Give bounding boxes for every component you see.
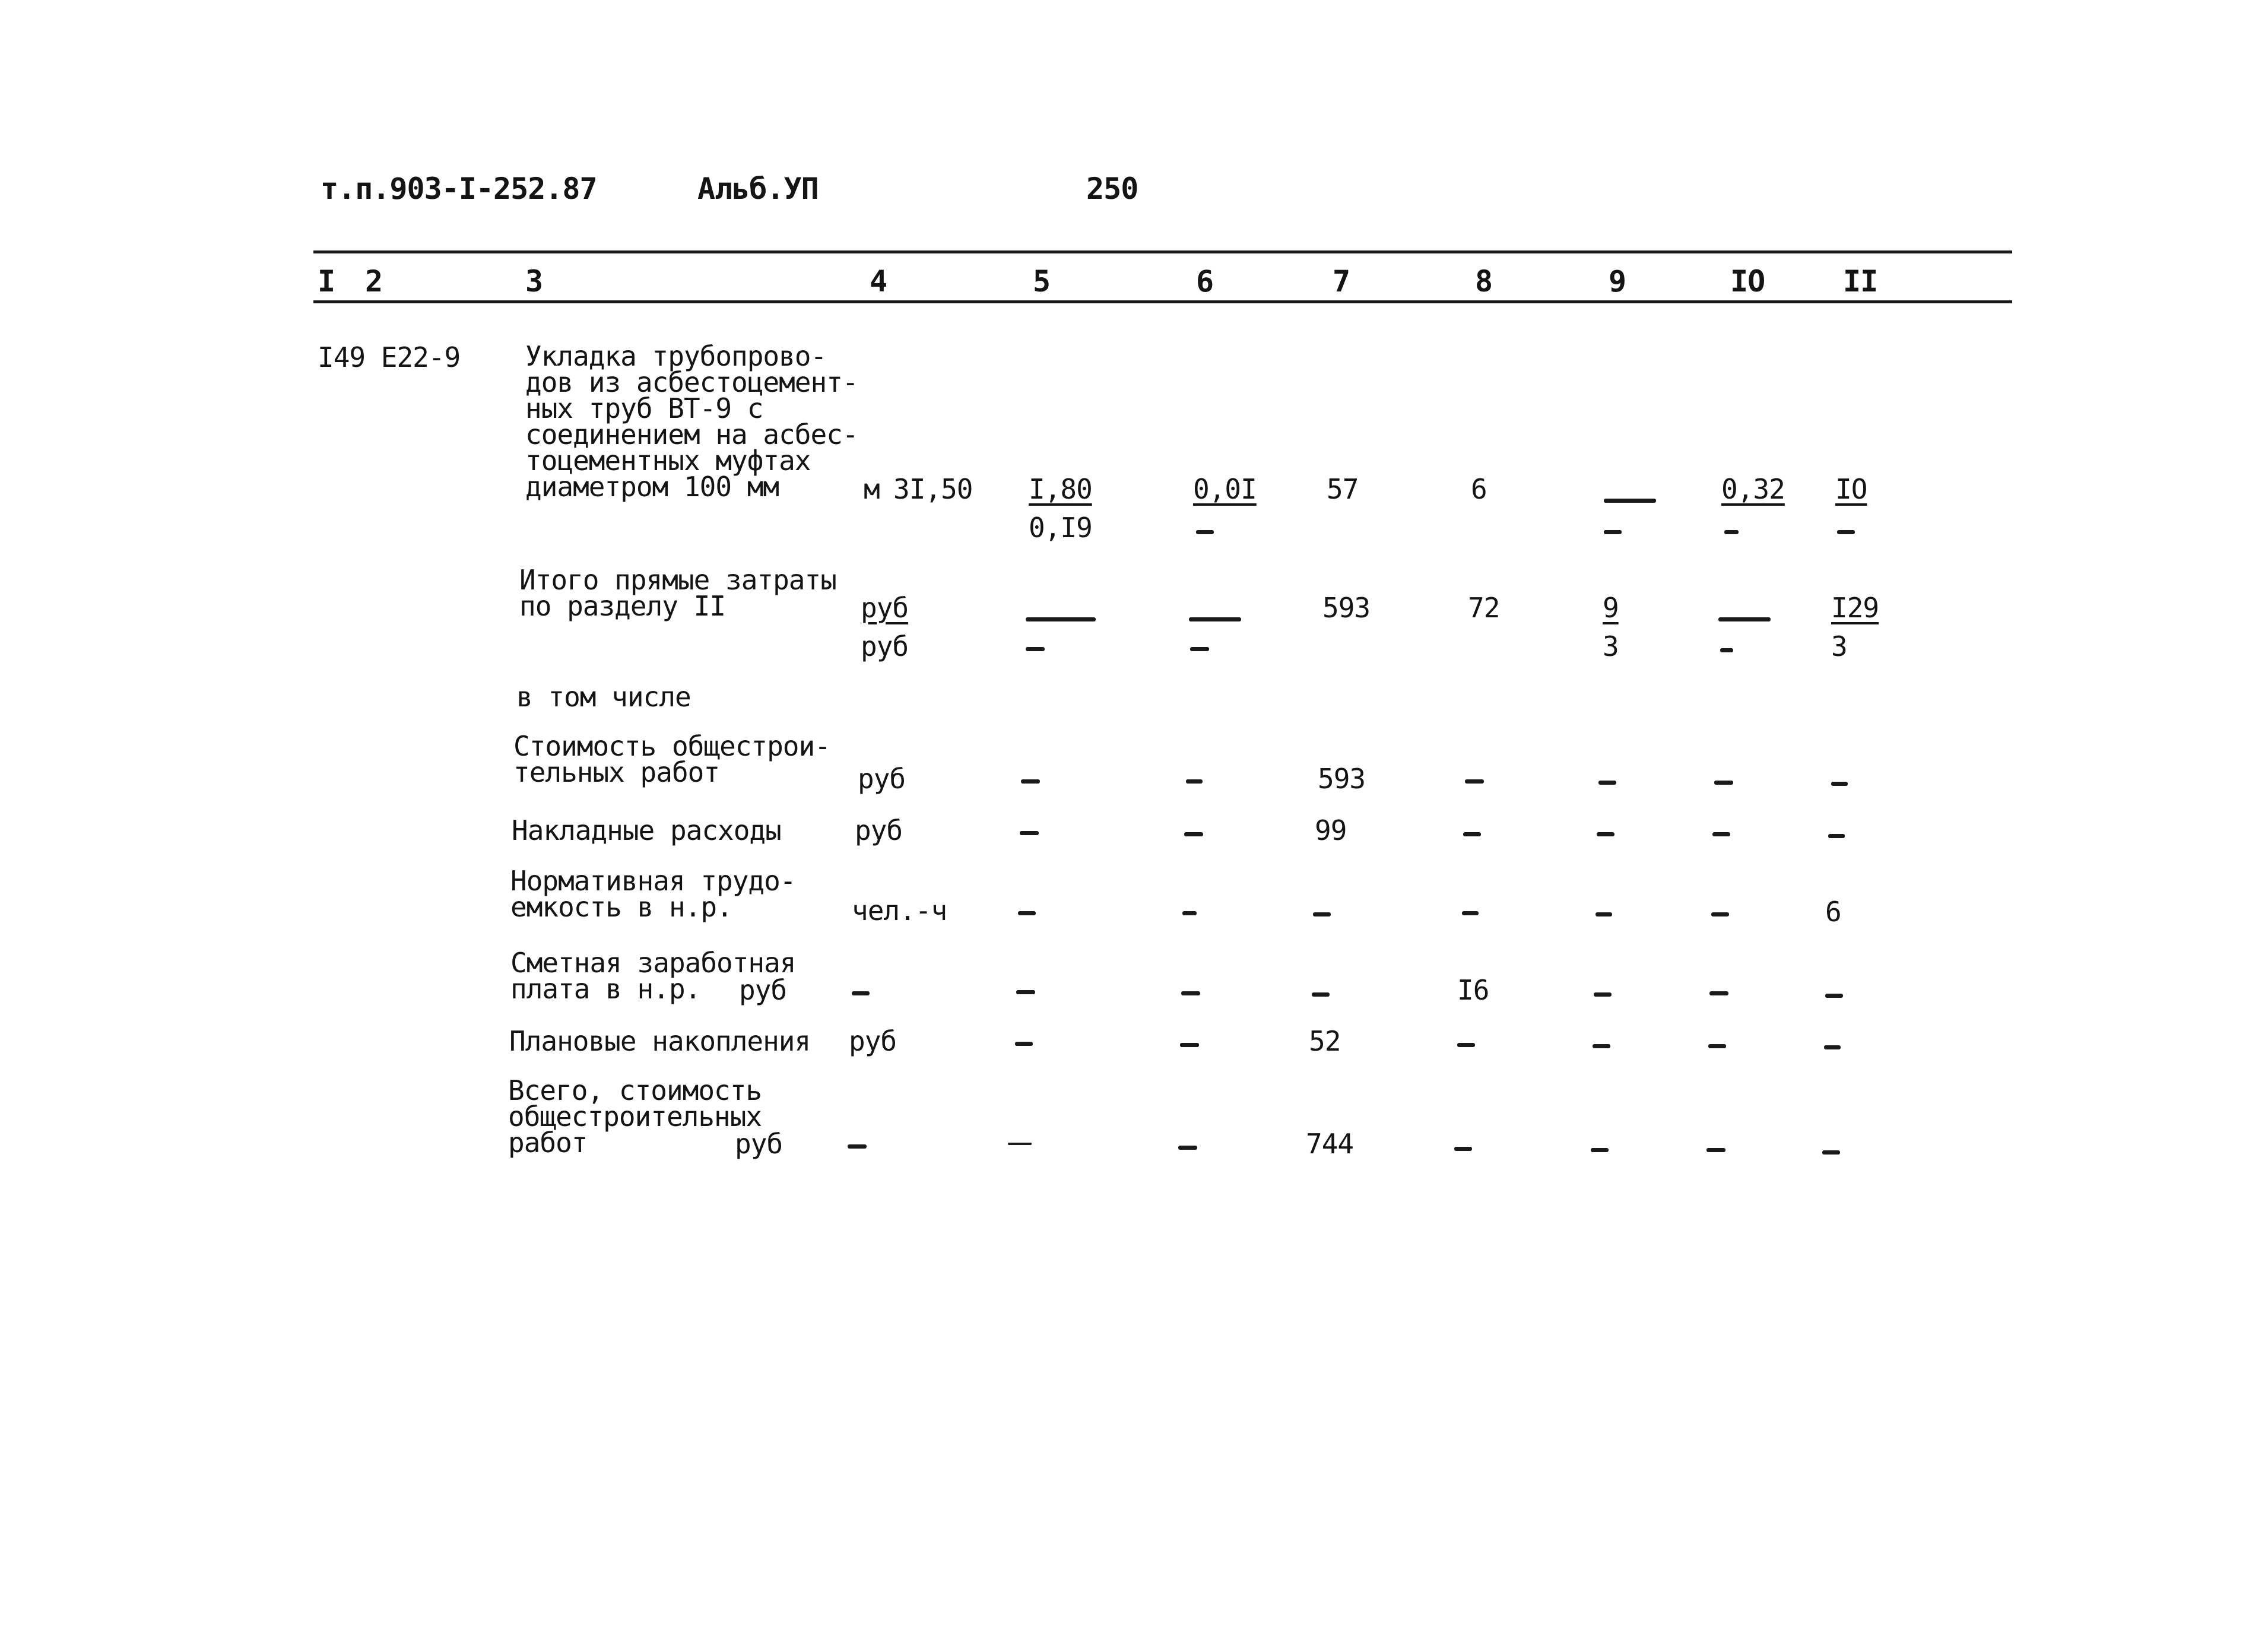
labor-unit: чел.-ч: [852, 895, 947, 927]
album-number: Альб.УП: [697, 172, 819, 206]
empty-dash: [1594, 992, 1612, 997]
empty-dash: [1708, 1044, 1726, 1048]
item-quantity: 3I,50: [893, 473, 973, 505]
document-code: т.п.903-I-252.87: [321, 172, 597, 206]
total-cost-unit: руб: [735, 1128, 783, 1160]
empty-dash: [1824, 1045, 1841, 1049]
column-header-1: I: [318, 264, 335, 299]
empty-dash: [1463, 832, 1481, 836]
column-header-11: II: [1843, 264, 1878, 299]
item-description: Укладка трубопрово- дов из асбестоцемент- ных труб ВТ-9 с соединением на асбес- тоцементных муфтах диаметром 100 мм: [525, 340, 858, 503]
column-header-10: IO: [1730, 264, 1765, 299]
empty-dash: [852, 991, 870, 995]
overhead-col7: 99: [1315, 814, 1347, 846]
top-rule: [313, 250, 2012, 253]
empty-dash: [1598, 781, 1616, 785]
empty-dash: [1591, 1148, 1609, 1152]
empty-dash: [1462, 911, 1479, 915]
page-number: 250: [1086, 172, 1138, 206]
empty-dash: [1181, 991, 1200, 995]
empty-dash: [1724, 530, 1739, 534]
total-direct-col8: 72: [1468, 592, 1500, 624]
empty-dash: [1016, 990, 1035, 994]
empty-dash: [1595, 912, 1612, 916]
empty-dash: [1720, 648, 1733, 652]
overhead-label: Накладные расходы: [512, 814, 781, 846]
column-header-2: 2: [365, 264, 383, 299]
overhead-unit: руб: [855, 814, 903, 846]
total-direct-col9-top: 9: [1603, 592, 1619, 624]
empty-dash: [1180, 1043, 1199, 1047]
empty-dash: [848, 1144, 867, 1149]
total-cost-col7: 744: [1306, 1128, 1354, 1160]
empty-dash: [1196, 530, 1214, 534]
empty-dash: [1822, 1150, 1840, 1155]
empty-dash: [1021, 779, 1040, 784]
empty-dash: [1465, 779, 1484, 784]
wages-col8: I6: [1457, 974, 1489, 1006]
empty-dash: [1593, 1044, 1610, 1048]
item-code: I49 E22-9: [318, 341, 461, 373]
total-direct-label: Итого прямые затраты по разделу II: [519, 564, 836, 622]
empty-dash: [1712, 832, 1730, 836]
empty-dash: [1184, 832, 1203, 836]
total-cost-label: Всего, стоимость общестроительных работ: [508, 1074, 762, 1159]
item-col5-top: I,80: [1029, 473, 1092, 505]
wages-label: Сметная заработная плата в н.р.: [510, 947, 796, 1005]
column-header-9: 9: [1609, 264, 1626, 299]
empty-dash: [1604, 499, 1656, 503]
planned-unit: руб: [849, 1025, 897, 1057]
header-rule: [313, 300, 2012, 303]
including-label: в том числе: [516, 681, 691, 713]
planned-col7: 52: [1309, 1025, 1341, 1057]
empty-dash: [1825, 994, 1843, 998]
item-col6-top: 0,0I: [1193, 473, 1257, 505]
empty-dash: [1020, 831, 1039, 835]
empty-dash: [1182, 911, 1197, 915]
total-direct-col11-top: I29: [1831, 592, 1879, 624]
empty-dash: [1837, 530, 1855, 534]
column-header-8: 8: [1475, 264, 1493, 299]
empty-dash: [1718, 617, 1771, 621]
wages-unit: руб: [739, 974, 787, 1006]
empty-dash: [1186, 779, 1203, 784]
empty-dash: [1312, 992, 1330, 997]
total-direct-unit-top: руб: [861, 592, 909, 624]
column-header-4: 4: [870, 264, 887, 299]
empty-dash: [1008, 1143, 1032, 1145]
total-direct-unit-bottom: руб: [861, 630, 909, 662]
item-col7: 57: [1327, 473, 1359, 505]
empty-dash: [1831, 782, 1848, 786]
empty-dash: [1714, 781, 1733, 785]
item-col10-top: 0,32: [1721, 473, 1785, 505]
empty-dash: [1189, 617, 1241, 621]
cost-general-unit: руб: [858, 763, 906, 795]
labor-col11: 6: [1825, 896, 1841, 928]
labor-label: Нормативная трудо- емкость в н.р.: [510, 865, 796, 923]
empty-dash: [1018, 911, 1036, 915]
empty-dash: [1597, 832, 1614, 836]
item-col8: 6: [1471, 473, 1487, 505]
column-header-7: 7: [1333, 264, 1350, 299]
empty-dash: [1026, 647, 1045, 651]
empty-dash: [1454, 1147, 1472, 1151]
empty-dash: [1178, 1146, 1197, 1150]
empty-dash: [1828, 834, 1845, 838]
cost-general-col7: 593: [1318, 763, 1366, 795]
item-col5-bottom: 0,I9: [1029, 512, 1092, 544]
total-direct-col7: 593: [1322, 592, 1371, 624]
empty-dash: [1190, 647, 1209, 651]
column-header-6: 6: [1196, 264, 1214, 299]
item-col11-top: IO: [1835, 473, 1867, 505]
total-direct-col9-bottom: 3: [1603, 630, 1619, 662]
empty-dash: [1709, 991, 1728, 995]
empty-dash: [1026, 617, 1096, 621]
empty-dash: [1706, 1148, 1725, 1152]
empty-dash: [1015, 1042, 1033, 1046]
column-header-5: 5: [1033, 264, 1051, 299]
planned-label: Плановые накопления: [509, 1025, 811, 1057]
empty-dash: [1457, 1043, 1475, 1047]
empty-dash: [1313, 912, 1331, 916]
item-unit: м: [864, 473, 880, 505]
column-header-3: 3: [525, 264, 543, 299]
empty-dash: [1604, 530, 1622, 534]
empty-dash: [1711, 912, 1729, 916]
total-direct-col11-bottom: 3: [1831, 630, 1847, 662]
cost-general-label: Стоимость общестрои- тельных работ: [513, 730, 830, 788]
